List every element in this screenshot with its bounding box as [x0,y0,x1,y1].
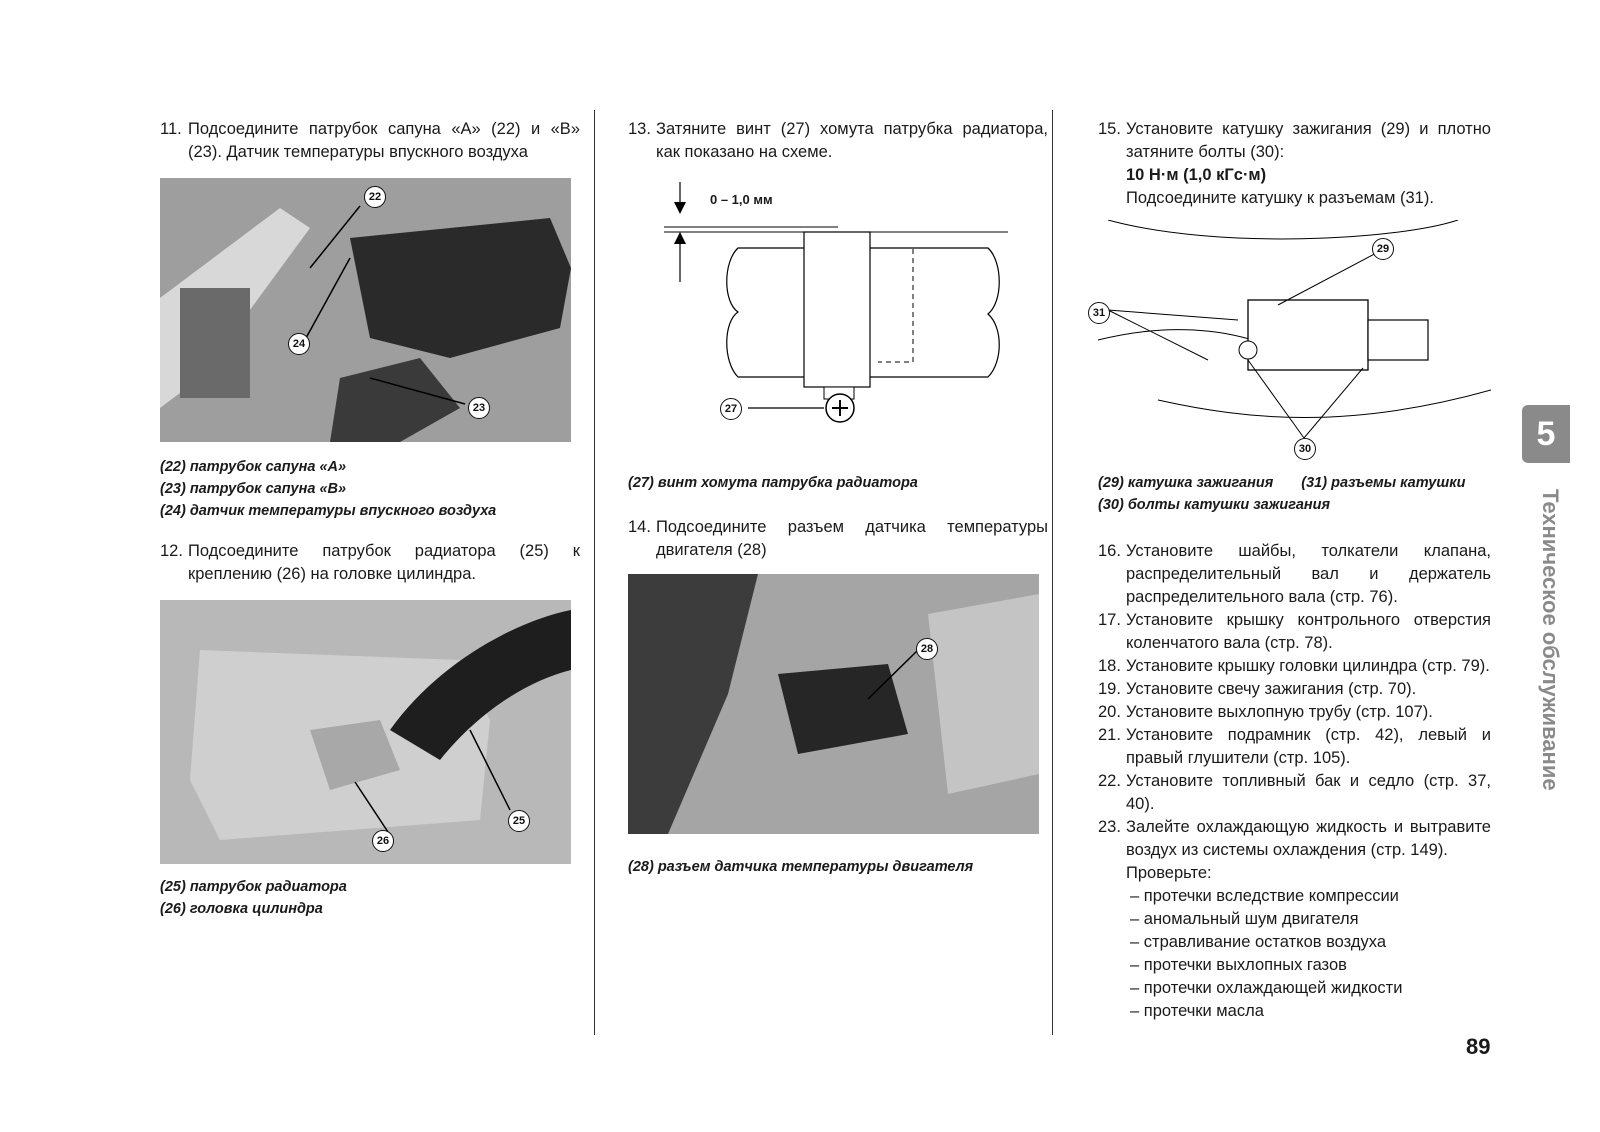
check-item: – стравливание остатков воздуха [1130,931,1491,954]
check-item: – аномальный шум двигателя [1130,908,1491,931]
step-20: 20. Установите выхлопную трубу (стр. 107). [1098,703,1433,721]
figure-caption-3: (27) винт хомута патрубка радиатора [628,475,918,491]
column-divider-1 [594,110,595,1035]
step-23: 23. Залейте охлаждающую жидкость и вытравите воздух из системы охлаждения (стр. 149). [1098,818,1491,859]
callout-31: 31 [1088,302,1110,324]
callout-26: 26 [372,830,394,852]
dimension-label: 0 – 1,0 мм [710,192,773,207]
step-15: 15. Установите катушку зажигания (29) и плотно затяните болты (30): [1098,120,1491,161]
step-16: 16. Установите шайбы, толкатели клапана, распределительный вал и держатель распределительного вала (стр. 76). [1098,542,1491,606]
steps-16-23 [1098,540,1491,1023]
check-list [1098,885,1491,1023]
figure-caption-5: (29) катушка зажигания (31) разъемы катушки (30) болты катушки зажигания [1098,475,1466,513]
breather-hose-photo [160,178,571,442]
step-15-connect: Подсоедините катушку к разъемам (31). [1126,189,1434,207]
figure-caption-4: (28) разъем датчика температуры двигателя [628,859,974,875]
callout-30: 30 [1294,438,1316,460]
step-19: 19. Установите свечу зажигания (стр. 70). [1098,680,1417,698]
page-number: 89 [1466,1034,1491,1059]
callout-29: 29 [1372,238,1394,260]
check-item: – протечки вследствие компрессии [1130,885,1491,908]
check-label: Проверьте: [1126,864,1212,882]
figure-caption-2: (25) патрубок радиатора (26) головка цилиндра [160,879,347,917]
callout-28: 28 [916,638,938,660]
step-17: 17. Установите крышку контрольного отверстия коленчатого вала (стр. 78). [1098,611,1491,652]
column-2 [628,118,1048,878]
chapter-tab: 5 [1522,405,1570,463]
check-item: – протечки выхлопных газов [1130,954,1491,977]
callout-25: 25 [508,810,530,832]
torque-value: 10 Н·м (1,0 кГс·м) [1126,166,1267,184]
callout-24: 24 [288,333,310,355]
callout-23: 23 [468,397,490,419]
callout-22: 22 [364,186,386,208]
callout-27: 27 [720,398,742,420]
check-item: – протечки охлаждающей жидкости [1130,977,1491,1000]
step-12: 12. Подсоедините патрубок радиатора (25) к креплению (26) на головке цилиндра. [160,542,580,583]
step-18: 18. Установите крышку головки цилиндра (стр. 79). [1098,657,1490,675]
step-13: 13. Затяните винт (27) хомута патрубка радиатора, как показано на схеме. [628,120,1048,161]
step-22: 22. Установите топливный бак и седло (стр. 37, 40). [1098,772,1491,813]
step-21: 21. Установите подрамник (стр. 42), левый и правый глушители (стр. 105). [1098,726,1491,767]
chapter-title: Техническое обслуживание [1538,489,1563,791]
column-1 [160,118,580,920]
column-3 [1092,118,1518,1023]
ignition-coil-drawing [1092,220,1491,460]
step-11: 11. Подсоедините патрубок сапуна «A» (22) и «B» (23). Датчик температуры впускного воздуха [160,120,580,161]
figure-caption-1: (22) патрубок сапуна «A» (23) патрубок сапуна «B» (24) датчик температуры впускного воздуха [160,459,497,519]
radiator-hose-photo [160,600,571,864]
check-item: – протечки масла [1130,1000,1491,1023]
hose-clamp-diagram [628,172,1039,432]
step-14: 14. Подсоедините разъем датчика температуры двигателя (28) [628,518,1048,559]
column-divider-2 [1052,110,1053,1035]
temp-sensor-connector-photo [628,574,1039,834]
